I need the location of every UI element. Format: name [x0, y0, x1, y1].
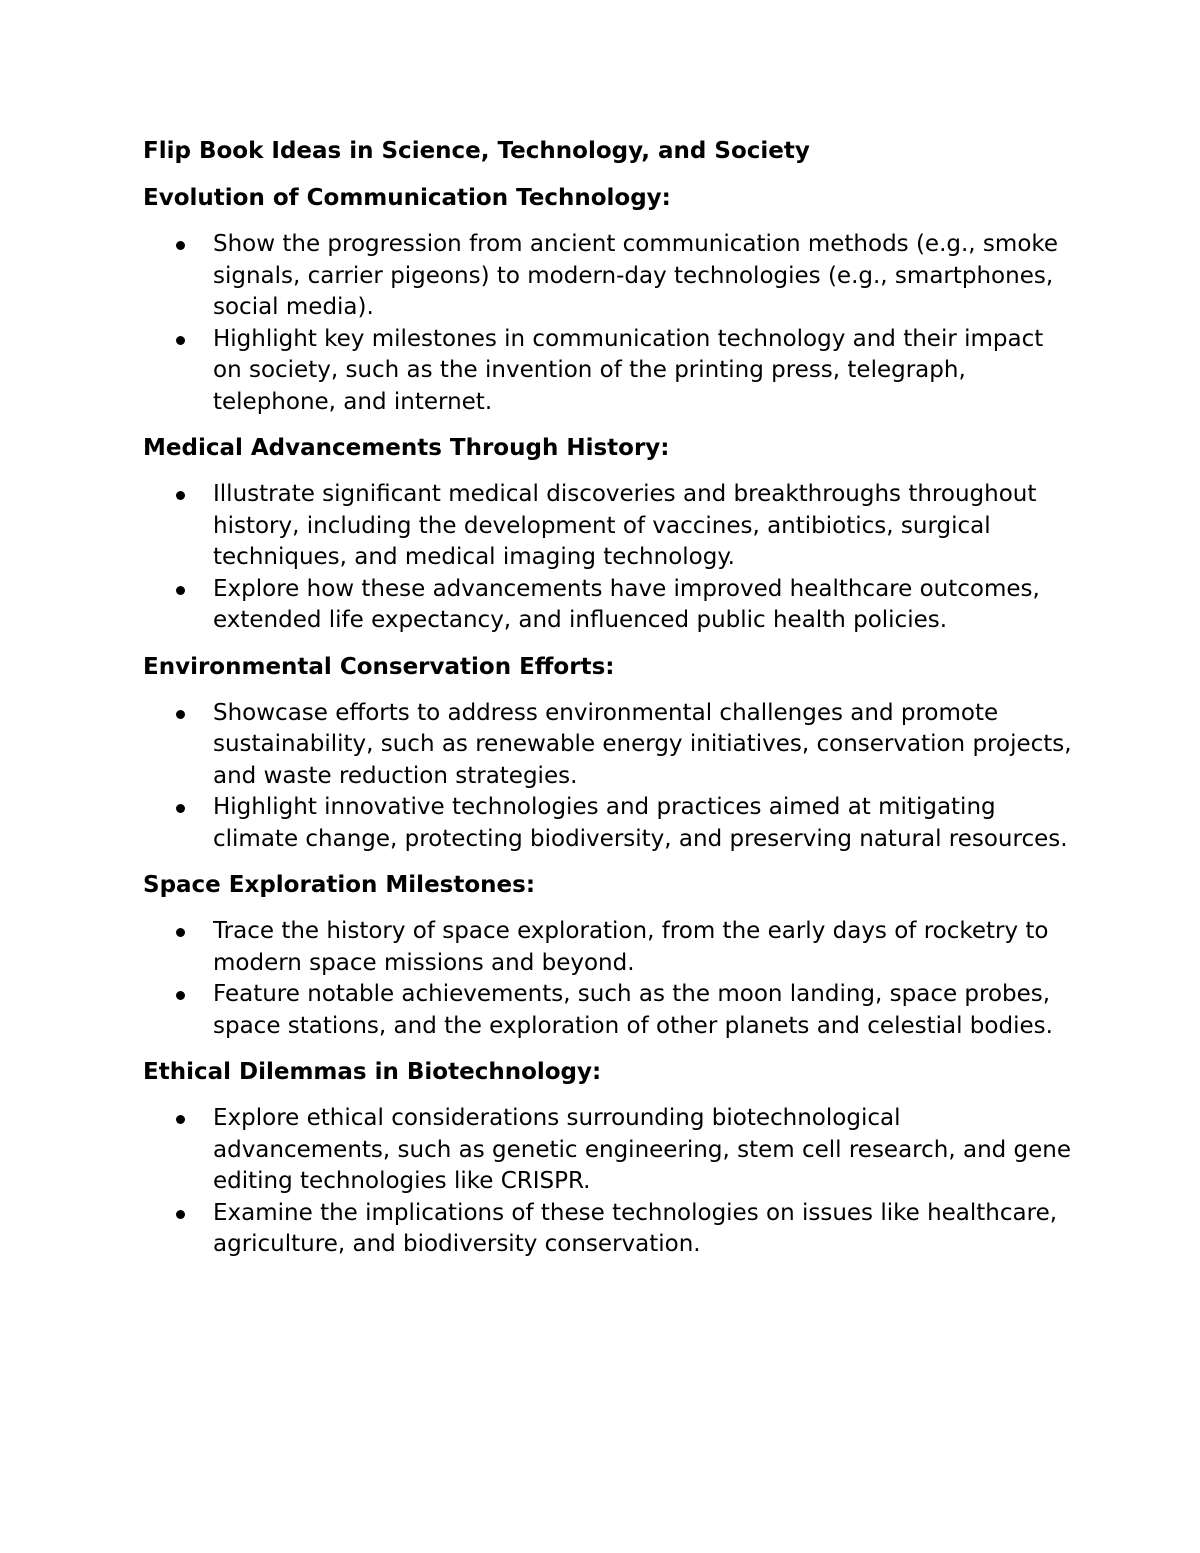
bullet-icon: [176, 586, 185, 595]
list-item: [143, 792, 1073, 855]
list-item-text: Explore ethical considerations surrounding biotechnological advancements, such as genetic engineering, stem cell research, and gene editing technologies like CRISPR.: [213, 1105, 1072, 1194]
list-item: [143, 574, 1073, 637]
list-item: [143, 979, 1073, 1042]
document-title: Flip Book Ideas in Science, Technology, and Society: [143, 138, 810, 164]
list-item: [143, 229, 1073, 324]
bullet-list-space: [143, 916, 1073, 1042]
list-item-text: Explore how these advancements have improved healthcare outcomes, extended life expectancy, and influenced public health policies.: [213, 575, 1040, 633]
section-heading-biotechnology: Ethical Dilemmas in Biotechnology:: [143, 1059, 602, 1085]
list-item-text: Highlight key milestones in communication technology and their impact on society, such as the invention of the printing press, telegraph, telephone, and internet.: [213, 325, 1044, 415]
bullet-icon: [176, 1210, 185, 1219]
list-item-text: Illustrate significant medical discoveries and breakthroughs throughout history, including the development of vaccines, antibiotics, surgical techniques, and medical imaging technology.: [213, 481, 1037, 570]
list-item-text: Showcase efforts to address environmental challenges and promote sustainability, such as renewable energy initiatives, conservation projects, and waste reduction strategies.: [213, 699, 1072, 789]
section-heading-space: Space Exploration Milestones:: [143, 872, 536, 898]
list-item: [143, 916, 1073, 979]
document-page: [143, 136, 1073, 1276]
bullet-icon: [176, 1115, 185, 1124]
section-heading-medical: Medical Advancements Through History:: [143, 435, 670, 461]
list-item-text: Feature notable achievements, such as the moon landing, space probes, space stations, and the exploration of other planets and celestial bodies.: [213, 981, 1053, 1039]
list-item: [143, 324, 1073, 419]
list-item-text: Examine the implications of these technologies on issues like healthcare, agriculture, and biodiversity conservation.: [213, 1199, 1058, 1257]
list-item: [143, 698, 1073, 793]
bullet-icon: [176, 710, 185, 719]
section-heading-environmental: Environmental Conservation Efforts:: [143, 653, 615, 680]
bullet-icon: [176, 928, 185, 937]
list-item: [143, 1103, 1073, 1198]
bullet-list-biotechnology: [143, 1103, 1073, 1261]
bullet-icon: [176, 241, 185, 250]
bullet-list-environmental: [143, 698, 1073, 856]
list-item: [143, 479, 1073, 574]
bullet-icon: [176, 491, 185, 500]
list-item: [143, 1198, 1073, 1261]
bullet-icon: [176, 336, 185, 345]
bullet-list-medical: [143, 479, 1073, 637]
list-item-text: Trace the history of space exploration, from the early days of rocketry to modern space missions and beyond.: [213, 918, 1049, 976]
section-heading-communication: Evolution of Communication Technology:: [143, 185, 671, 211]
list-item-text: Highlight innovative technologies and practices aimed at mitigating climate change, protecting biodiversity, and preserving natural resources.: [213, 794, 1068, 852]
list-item-text: Show the progression from ancient communication methods (e.g., smoke signals, carrier pigeons) to modern-day technologies (e.g., smartphones, social media).: [213, 231, 1059, 320]
bullet-list-communication: [143, 229, 1073, 418]
bullet-icon: [176, 804, 185, 813]
bullet-icon: [176, 991, 185, 1000]
